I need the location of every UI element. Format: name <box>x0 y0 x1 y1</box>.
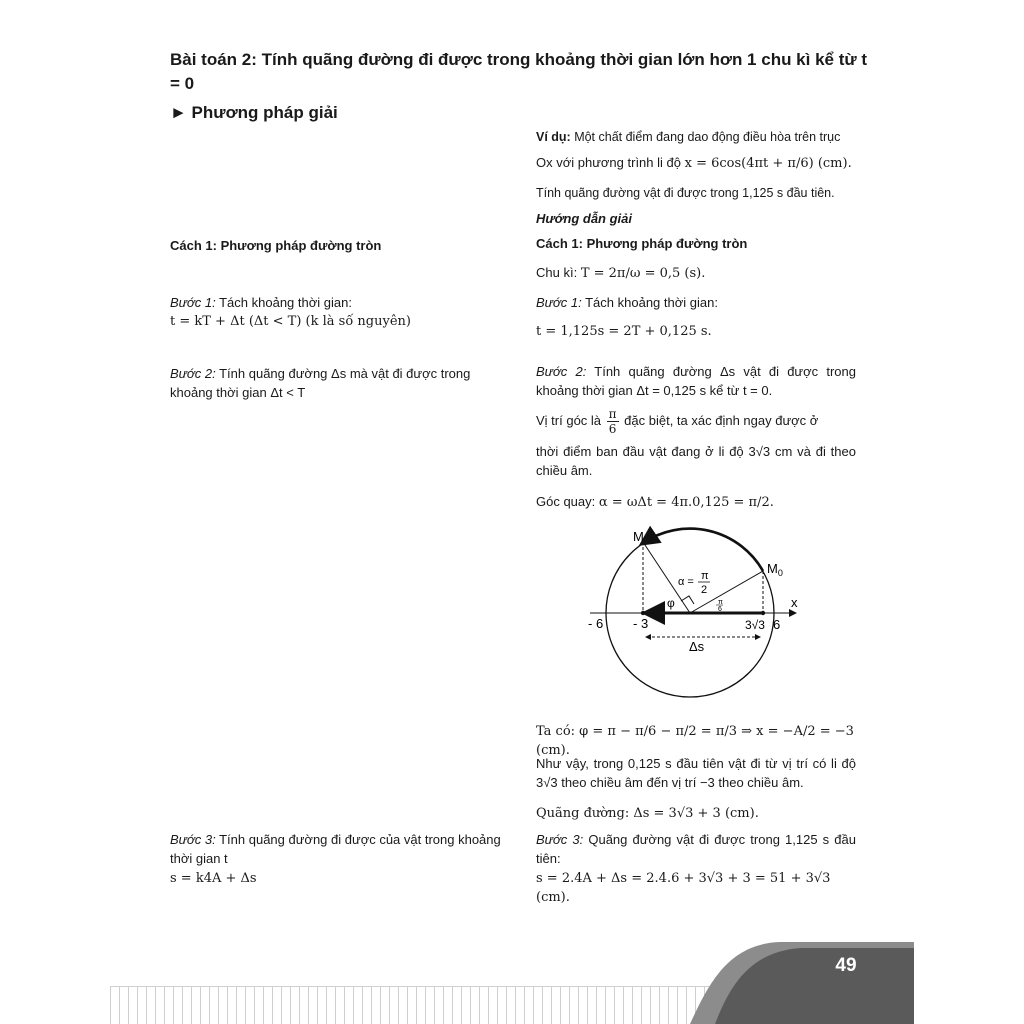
period-label: Chu kì: <box>536 265 578 280</box>
rotation-arc <box>643 529 763 571</box>
left-step3 <box>170 830 505 868</box>
right-step3-formula: s = 2.4A + Δs = 2.4.6 + 3√3 + 3 = 51 + 3√3 (cm). <box>536 871 831 905</box>
label-small-num: π <box>718 599 723 606</box>
right-step2 <box>536 362 856 400</box>
point-minus3 <box>641 611 645 615</box>
label-small-den: 6 <box>718 606 722 613</box>
fraction-num: π <box>608 407 617 421</box>
left-step1-formula: t = kT + Δt (Δt < T) (k là số nguyên) <box>170 314 411 329</box>
rotation-line <box>536 492 856 512</box>
right-step2-text: Tính quãng đường Δs vật đi được trong khoảng thời gian Δt = 0,125 s kể từ t = 0. <box>536 364 856 398</box>
example-line-2 <box>536 153 856 173</box>
label-6: 6 <box>773 617 781 632</box>
ds-arrow-left <box>645 634 651 640</box>
label-alpha-den: 2 <box>701 584 708 596</box>
label-alpha-num: π <box>701 570 709 582</box>
angle-line-2: thời điểm ban đầu vật đang ở li độ 3√3 cm và đi theo chiều âm. <box>536 444 856 478</box>
right-step3-text: Quãng đường vật đi được trong 1,125 s đầu tiên: <box>536 832 856 866</box>
label-minus3: - 3 <box>633 616 649 631</box>
left-step3-label: Bước 3: <box>170 832 216 847</box>
left-step3-formula: s = k4A + Δs <box>170 871 257 886</box>
right-step1-formula: t = 1,125s = 2T + 0,125 s. <box>536 324 712 339</box>
label-M0-sub: 0 <box>777 568 783 578</box>
page-title: Bài toán 2: Tính quãng đường đi được trong khoảng thời gian lớn hơn 1 chu kì kể từ t = 0 <box>170 50 868 93</box>
label-alpha: α = <box>678 576 694 588</box>
guide-heading: Hướng dẫn giải <box>536 211 633 226</box>
left-method-heading: Cách 1: Phương pháp đường tròn <box>170 238 382 253</box>
left-step1-label: Bước 1: <box>170 295 216 310</box>
section-heading: ► Phương pháp giải <box>170 103 338 122</box>
example-text: Một chất điểm đang dao động điều hòa trên trục <box>570 130 841 144</box>
right-step1-label: Bước 1: <box>536 295 582 310</box>
label-x: x <box>791 595 798 610</box>
label-M: M <box>633 529 644 544</box>
left-step1-text: Tách khoảng thời gian: <box>215 295 352 310</box>
left-step3-text: Tính quãng đường đi được của vật trong khoảng thời gian t <box>170 832 501 866</box>
example-label: Ví dụ: <box>536 130 571 144</box>
pi-over-6-fraction <box>607 407 619 436</box>
right-step1 <box>536 293 856 312</box>
left-step2-text: Tính quãng đường Δs mà vật đi được trong khoảng thời gian Δt < T <box>170 366 471 400</box>
example-line-1 <box>536 128 856 147</box>
rotation-label: Góc quay: <box>536 494 596 509</box>
period-line <box>536 263 856 283</box>
label-3sqrt3: 3√3 <box>745 618 765 632</box>
point-3sqrt3 <box>761 611 765 615</box>
example-equation-intro: Ox với phương trình li độ <box>536 155 681 170</box>
summary-text: Như vậy, trong 0,125 s đầu tiên vật đi từ vị trí có li độ 3√3 theo chiều âm đến vị trí −3 theo chiều âm. <box>536 756 856 790</box>
left-step2-label: Bước 2: <box>170 366 216 381</box>
trig-circle-diagram <box>585 525 815 705</box>
phi-line: Ta có: φ = π − π/6 − π/2 = π/3 ⇒ x = −A/2 = −3 (cm). <box>536 724 854 758</box>
right-step1-text: Tách khoảng thời gian: <box>581 295 718 310</box>
right-step3 <box>536 830 856 868</box>
footer-ruled-lines <box>110 986 750 1024</box>
example-question: Tính quãng đường vật đi được trong 1,125 s đầu tiên. <box>536 186 835 200</box>
angle-text-b: đặc biệt, ta xác định ngay được ở <box>624 412 819 428</box>
rotation-formula: α = ωΔt = 4π.0,125 = π/2. <box>598 495 774 510</box>
left-step1 <box>170 293 505 312</box>
label-ds: Δs <box>689 639 705 654</box>
footer-rule <box>110 986 750 987</box>
period-formula: T = 2π/ω = 0,5 (s). <box>580 266 706 281</box>
left-step2 <box>170 364 505 402</box>
label-minus6: - 6 <box>588 616 604 631</box>
label-M0 <box>767 561 783 578</box>
ds-arrow-right <box>755 634 761 640</box>
example-equation: x = 6cos(4πt + π/6) (cm). <box>684 156 852 171</box>
angle-text-a: Vị trí góc là <box>536 412 602 428</box>
right-step3-label: Bước 3: <box>536 832 584 847</box>
right-step2-label: Bước 2: <box>536 364 587 379</box>
distance-line: Quãng đường: Δs = 3√3 + 3 (cm). <box>536 806 759 821</box>
angle-line-1 <box>536 407 856 436</box>
fraction-den: 6 <box>608 422 617 436</box>
page-number: 49 <box>835 955 857 976</box>
right-method-heading: Cách 1: Phương pháp đường tròn <box>536 236 748 251</box>
page-corner-decoration <box>690 940 914 1024</box>
label-M0-main: M <box>767 561 778 576</box>
label-phi: φ <box>667 596 675 610</box>
